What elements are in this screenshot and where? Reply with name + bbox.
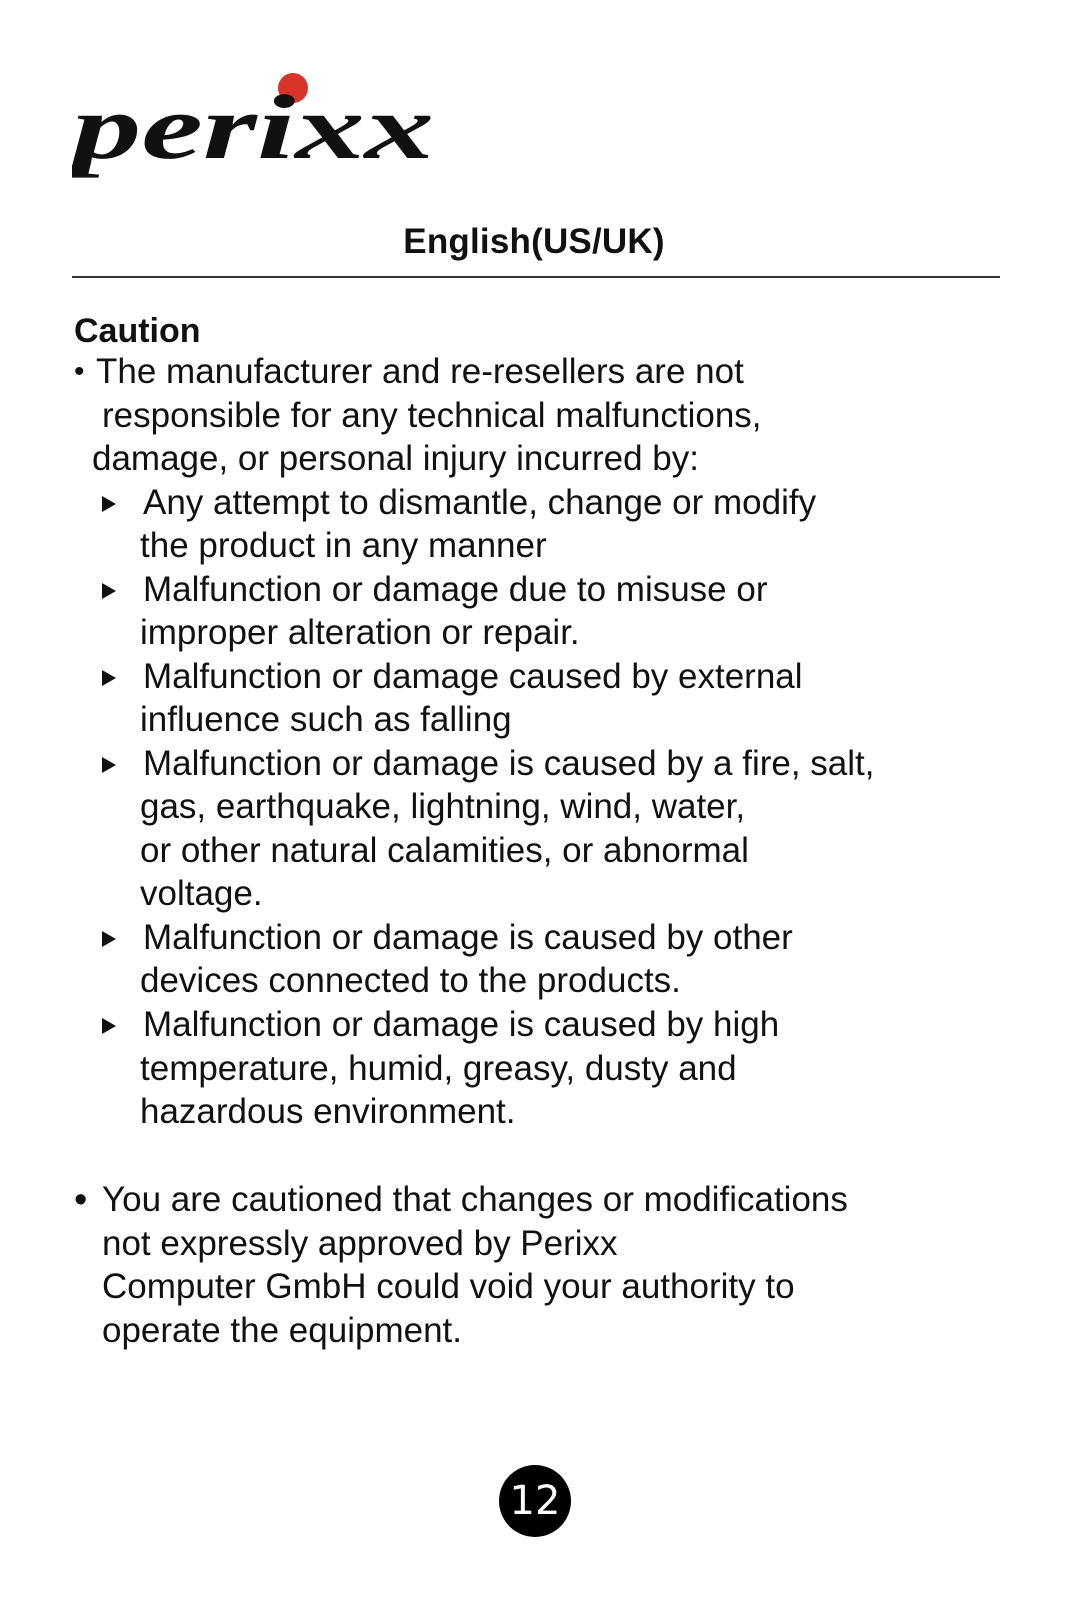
arrow-bullet-icon	[102, 583, 116, 599]
svg-text:perixx: perixx	[72, 76, 435, 178]
intro-line: The manufacturer and re-resellers are not	[96, 352, 744, 391]
item-line: voltage.	[140, 874, 263, 913]
arrow-bullet-icon	[102, 496, 116, 512]
intro-line: damage, or personal injury incurred by:	[92, 439, 699, 478]
item-line: temperature, humid, greasy, dusty and	[140, 1049, 737, 1088]
bullet-dot: •	[74, 355, 85, 388]
arrow-bullet-icon	[102, 931, 116, 947]
item-line: Malfunction or damage is caused by high	[143, 1005, 780, 1044]
perixx-logo	[72, 70, 442, 180]
caution-heading: Caution	[74, 312, 201, 350]
notice-line: operate the equipment.	[102, 1311, 462, 1350]
language-title: English(US/UK)	[403, 222, 665, 261]
item-line: or other natural calamities, or abnormal	[140, 831, 749, 870]
item-line: Malfunction or damage is caused by a fire, salt,	[143, 744, 875, 783]
intro-line: responsible for any technical malfunctions,	[102, 396, 762, 435]
item-line: Malfunction or damage due to misuse or	[143, 570, 768, 609]
item-line: Malfunction or damage is caused by other	[143, 918, 793, 957]
arrow-bullet-icon	[102, 670, 116, 686]
item-line: Any attempt to dismantle, change or modify	[143, 483, 817, 522]
item-line: improper alteration or repair.	[140, 613, 580, 652]
title-divider	[72, 276, 1000, 278]
page-number: 12	[499, 1465, 571, 1537]
notice-line: not expressly approved by Perixx	[102, 1224, 618, 1263]
item-line: hazardous environment.	[140, 1092, 516, 1131]
item-line: gas, earthquake, lightning, wind, water,	[140, 787, 746, 826]
notice-line: Computer GmbH could void your authority to	[102, 1267, 795, 1306]
item-line: the product in any manner	[140, 526, 547, 565]
arrow-bullet-icon	[102, 757, 116, 773]
item-line: devices connected to the products.	[140, 961, 681, 1000]
bullet-dot: •	[74, 1179, 88, 1221]
item-line: influence such as falling	[140, 700, 512, 739]
arrow-bullet-icon	[102, 1018, 116, 1034]
notice-line: You are cautioned that changes or modifications	[102, 1180, 848, 1219]
item-line: Malfunction or damage caused by external	[143, 657, 803, 696]
